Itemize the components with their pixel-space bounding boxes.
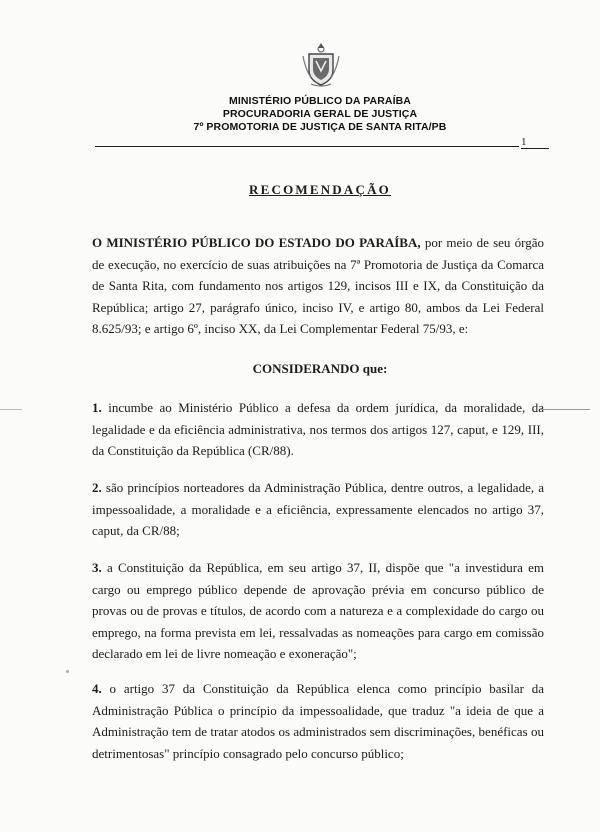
item-2-number: 2. <box>92 480 102 495</box>
item-2 <box>92 477 544 542</box>
scan-mark-left <box>0 409 22 410</box>
scan-mark-right <box>540 409 590 410</box>
header-line-2: PROCURADORIA GERAL DE JUSTIÇA <box>222 108 418 120</box>
item-3 <box>92 557 544 665</box>
item-3-text: a Constituição da República, em seu artigo 37, II, dispõe que "a investidura em cargo ou emprego público depende de aprovação prévia em concurso público de provas ou de provas e títulos, de acordo com a natureza e a complexidade do cargo ou emprego, na forma prevista em lei, ressalvadas as nomeações para cargo em comissão declarado em lei de livre nomeação e exoneração"; <box>92 560 544 661</box>
header-line-3: 7º PROMOTORIA DE JUSTIÇA DE SANTA RITA/PB <box>193 121 447 133</box>
header-line-1: MINISTÉRIO PÚBLICO DA PARAÍBA <box>229 95 411 107</box>
item-2-text: são princípios norteadores da Administração Pública, dentre outros, a legalidade, a impessoalidade, a moralidade e a eficiência, expressamente elencados no artigo 37, caput, da CR/88; <box>92 480 544 538</box>
intro-bold: O MINISTÉRIO PÚBLICO DO ESTADO DO PARAÍBA, <box>92 235 421 250</box>
item-1-number: 1. <box>92 400 102 415</box>
item-1-text: incumbe ao Ministério Público a defesa da ordem jurídica, da moralidade, da legalidade e da eficiência administrativa, nos termos dos artigos 127, caput, e 129, III, da Constituição da República (CR/88). <box>92 400 544 458</box>
item-4-number: 4. <box>92 681 102 696</box>
document-title: RECOMENDAÇÃO <box>249 182 391 197</box>
item-1 <box>92 397 544 462</box>
scan-dot <box>66 670 69 673</box>
page-number: 1 <box>521 136 549 149</box>
item-3-number: 3. <box>92 560 102 575</box>
intro-paragraph <box>92 232 544 340</box>
item-4 <box>92 678 544 764</box>
intro-text: por meio de seu órgão de execução, no exercício de suas atribuições na 7ª Promotoria de Justiça da Comarca de Santa Rita, com fundamento nos artigos 129, incisos III e IX, da Constituição da República; artigo 27, parágrafo único, inciso IV, e artigo 80, ambos da Lei Federal 8.625/93; e artigo 6º, inciso XX, da Lei Complementar Federal 75/93, e: <box>92 235 544 336</box>
coat-of-arms-icon <box>299 42 343 88</box>
considerando-heading: CONSIDERANDO que: <box>252 361 388 376</box>
item-4-text: o artigo 37 da Constituição da República elenca como princípio basilar da Administração Pública o princípio da impessoalidade, que traduz "a ideia de que a Administração tem de tratar atodos os administrados sem discriminações, benéficas ou detrimentosas" princípio consagrado pelo concurso público; <box>92 681 544 761</box>
header-rule <box>95 146 519 147</box>
